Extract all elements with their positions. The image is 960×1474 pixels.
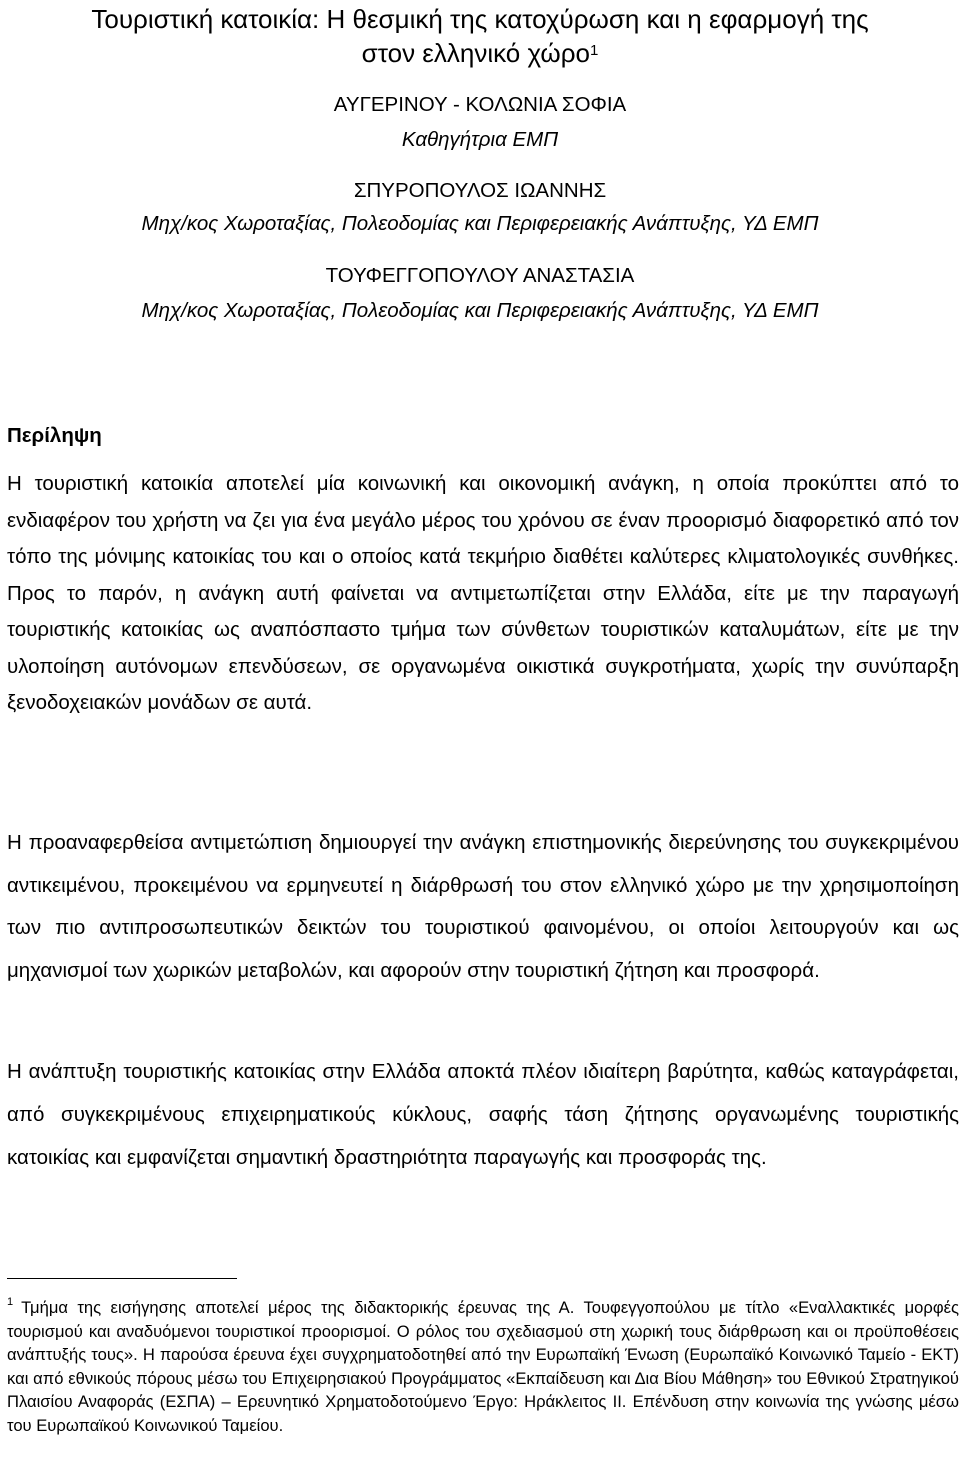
abstract-paragraph [7,466,959,722]
footnote-mark: 1 [7,1296,14,1308]
footnote [7,1296,959,1437]
title-footnote-mark: 1 [589,42,599,59]
author-affiliation: Μηχ/κος Χωροταξίας, Πολεοδομίας και Περιφερειακής Ανάπτυξης, ΥΔ ΕΜΠ [141,212,819,235]
footnote-text: Τμήμα της εισήγησης αποτελεί μέρος της διδακτορικής έρευνας της Α. Τουφεγγοπούλου με τίτλο «Εναλλακτικές μορφές τουρισμού και αναδυόμενοι τουριστικοί προορισμοί. Ο ρόλος του σχεδιασμού στη χωρική τους διάρθρωση και οι προϋποθέσεις ανάπτυξής τους». Η παρούσα έρευνα έχει συγχρηματοδοτηθεί από την Ευρωπαϊκή Ένωση (Ευρωπαϊκό Κοινωνικό Ταμείο - ΕΚΤ) και από εθνικούς πόρους μέσω του Επιχειρησιακού Προγράμματος «Εκπαίδευση και Δια Βίου Μάθηση» του Εθνικού Στρατηγικού Πλαισίου Αναφοράς (ΕΣΠΑ) – Ερευνητικό Χρηματοδοτούμενο Έργο: Ηράκλειτος ΙΙ. Επένδυση στην κοινωνία της γνώσης μέσω του Ευρωπαϊκού Κοινωνικού Ταμείου. [7,1298,959,1435]
author-affiliation: Μηχ/κος Χωροταξίας, Πολεοδομίας και Περιφερειακής Ανάπτυξης, ΥΔ ΕΜΠ [141,299,819,322]
paper-title [0,2,960,70]
title-line-1: Τουριστική κατοικία: Η θεσμική της κατοχύρωση και η εφαρμογή της [91,4,869,34]
author-affiliation: Καθηγήτρια ΕΜΠ [401,128,559,151]
paragraph-text: Η ανάπτυξη τουριστικής κατοικίας στην Ελλάδα αποκτά πλέον ιδιαίτερη βαρύτητα, καθώς καταγράφεται, από συγκεκριμένους επιχειρηματικούς κύκλους, σαφής τάση ζήτησης οργανωμένης τουριστικής κατοικίας και εμφανίζεται σημαντική δραστηριότητα παραγωγής και προσφοράς της. [7,1060,959,1169]
title-line-2: στον ελληνικό χώρο [361,38,590,68]
abstract-paragraph [7,1050,959,1179]
paragraph-text: Η προαναφερθείσα αντιμετώπιση δημιουργεί την ανάγκη επιστημονικής διερεύνησης του συγκεκριμένου αντικειμένου, προκειμένου να ερμηνευτεί η διάρθρωσή του στον ελληνικό χώρο με την χρησιμοποίηση των πιο αντιπροσωπευτικών δεικτών του τουριστικού φαινομένου, οι οποίοι λειτουργούν και ως μηχανισμοί των χωρικών μεταβολών, και αφορούν στην τουριστική ζήτηση και προσφορά. [7,831,959,982]
footnote-separator [7,1278,237,1279]
author-name: ΑΥΓΕΡΙΝΟΥ - ΚΟΛΩΝΙΑ ΣΟΦΙΑ [333,93,627,116]
paragraph-text: Η τουριστική κατοικία αποτελεί μία κοινωνική και οικονομική ανάγκη, η οποία προκύπτει από το ενδιαφέρον του χρήστη να ζει για ένα μεγάλο μέρος του χρόνου σε έναν προορισμό διαφορετικό από τον τόπο της μόνιμης κατοικίας του και ο οποίος κατά τεκμήριο διαθέτει καλύτερες κλιματολογικές συνθήκες. Προς το παρόν, η ανάγκη αυτή φαίνεται να αντιμετωπίζεται στην Ελλάδα, είτε με την παραγωγή τουριστικής κατοικίας ως αναπόσπαστο τμήμα των σύνθετων τουριστικών καταλυμάτων, είτε με την υλοποίηση αυτόνομων επενδύσεων, σε οργανωμένα οικιστικά συγκροτήματα, χωρίς την συνύπαρξη ξενοδοχειακών μονάδων σε αυτά. [7,472,959,714]
author-name: ΣΠΥΡΟΠΟΥΛΟΣ ΙΩΑΝΝΗΣ [353,179,607,202]
author-name: ΤΟΥΦΕΓΓΟΠΟΥΛΟΥ ΑΝΑΣΤΑΣΙΑ [325,264,635,287]
abstract-paragraph [7,822,959,992]
abstract-heading: Περίληψη [7,424,102,447]
